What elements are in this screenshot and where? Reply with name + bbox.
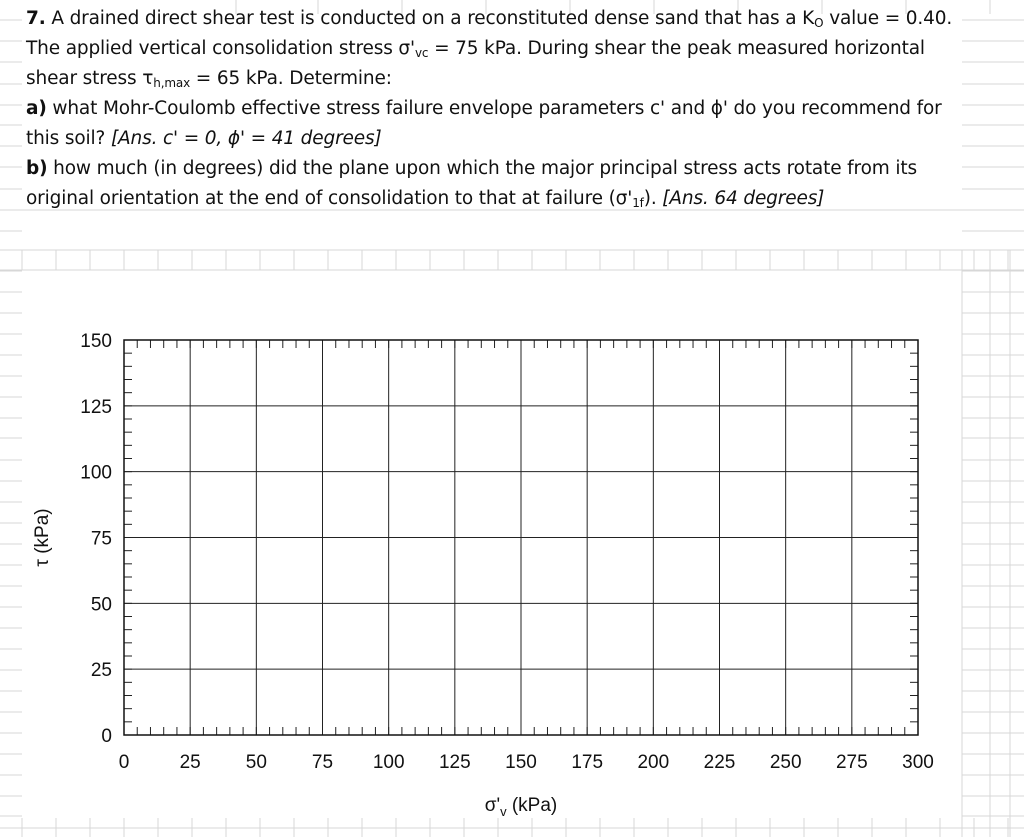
x-tick-label: 225 bbox=[703, 752, 736, 773]
problem-number: 7. bbox=[26, 8, 46, 29]
intro-text: A drained direct shear test is conducted on a reconstituted dense sand that has a K bbox=[45, 8, 815, 29]
question-a-text-continued: this soil? bbox=[26, 128, 111, 149]
x-tick-label: 200 bbox=[637, 752, 670, 773]
y-axis-title: τ (kPa) bbox=[32, 508, 53, 567]
x-tick-label: 150 bbox=[505, 752, 537, 773]
question-b-text-continued: original orientation at the end of consolidation to that at failure (σ' bbox=[26, 188, 633, 209]
y-tick-label: 150 bbox=[80, 331, 112, 352]
x-axis-title: $\sigma'_v$ (kPa) bbox=[484, 795, 558, 819]
hmax-subscript: h,max bbox=[153, 76, 191, 90]
x-tick-label: 275 bbox=[835, 752, 868, 773]
question-a-answer: [Ans. c' = 0, ϕ' = 41 degrees] bbox=[110, 128, 382, 149]
shear-stress-text-end: = 65 kPa. Determine: bbox=[190, 68, 392, 89]
question-b-text-end: ). bbox=[643, 188, 663, 209]
x-tick-label: 250 bbox=[769, 752, 802, 773]
x-tick-label: 0 bbox=[118, 752, 130, 773]
y-tick-label: 50 bbox=[90, 594, 112, 616]
y-tick-label: 75 bbox=[90, 528, 112, 550]
shear-stress-text: shear stress τ bbox=[26, 68, 154, 89]
y-tick-label: 125 bbox=[80, 396, 112, 418]
question-a-text: what Mohr-Coulomb effective stress failure envelope parameters c' and ϕ' do you recommend for bbox=[46, 98, 942, 119]
intro-text-end: value = 0.40. bbox=[823, 8, 953, 29]
1f-subscript: 1f bbox=[632, 196, 644, 210]
vc-subscript: vc bbox=[414, 46, 429, 60]
consolidation-text-end: = 75 kPa. During shear the peak measured horizontal bbox=[428, 38, 925, 59]
x-tick-label: 100 bbox=[372, 752, 405, 773]
y-tick-label: 100 bbox=[80, 462, 112, 484]
x-tick-label: 50 bbox=[245, 752, 267, 773]
x-tick-label: 300 bbox=[902, 752, 934, 773]
x-tick-label: 175 bbox=[571, 752, 604, 773]
y-tick-label: 0 bbox=[101, 726, 112, 747]
y-tick-label: 25 bbox=[90, 660, 112, 682]
x-tick-label: 75 bbox=[311, 752, 334, 773]
question-a-label: a) bbox=[26, 98, 47, 119]
ko-subscript: O bbox=[814, 16, 824, 30]
x-tick-label: 125 bbox=[438, 752, 471, 773]
x-tick-label: 25 bbox=[179, 752, 201, 773]
consolidation-text: The applied vertical consolidation stress σ' bbox=[26, 38, 415, 59]
question-b-label: b) bbox=[26, 158, 48, 179]
question-b-text: how much (in degrees) did the plane upon which the major principal stress acts rotate from its bbox=[47, 158, 917, 179]
question-b-answer: [Ans. 64 degrees] bbox=[662, 188, 825, 209]
